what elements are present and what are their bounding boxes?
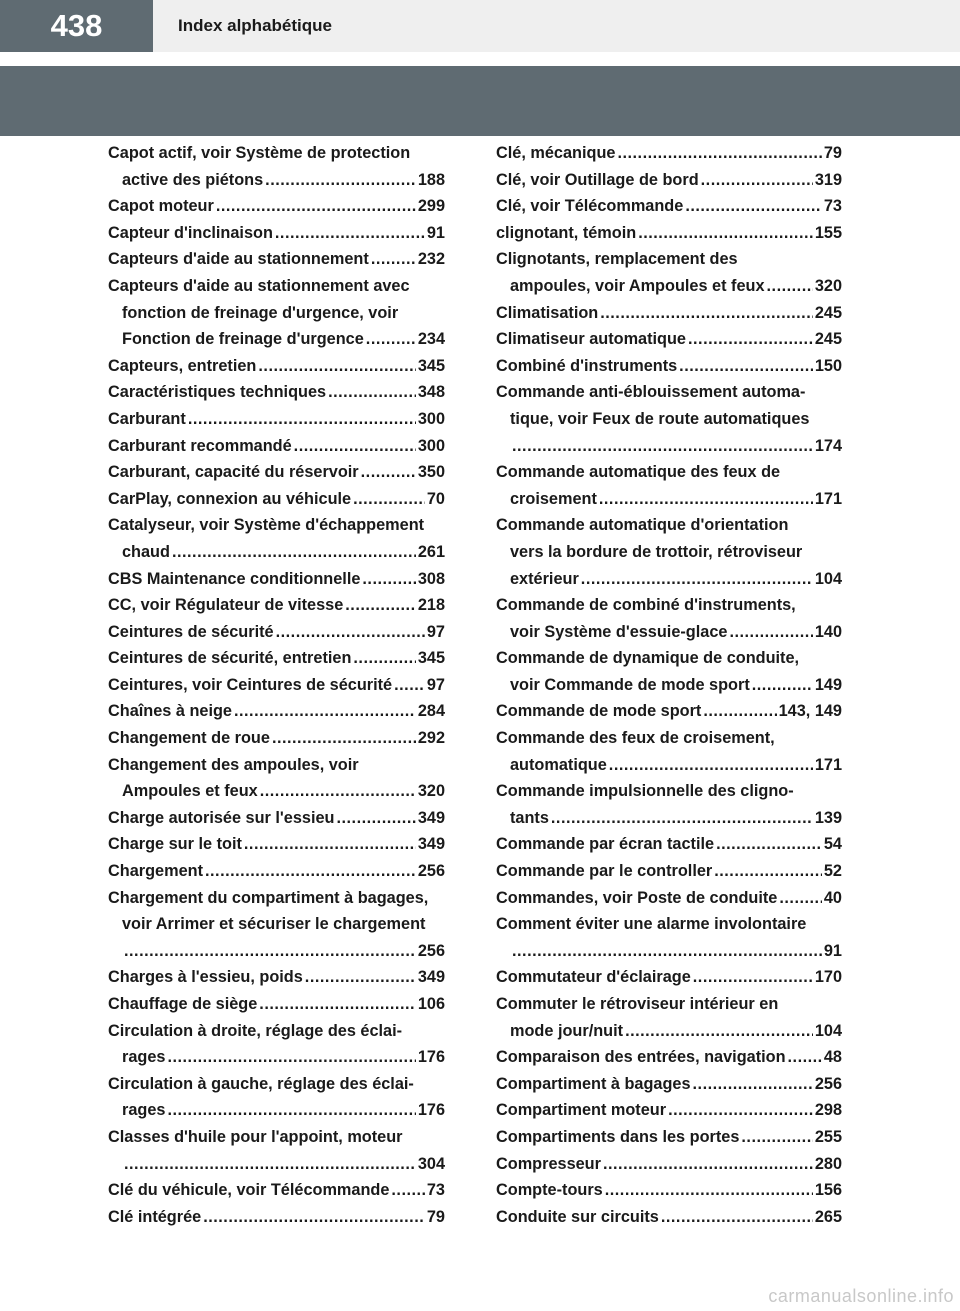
index-entry bbox=[108, 885, 445, 965]
index-entry bbox=[108, 379, 445, 406]
index-entry-text: Combiné d'instruments bbox=[496, 356, 678, 375]
index-entry bbox=[496, 831, 842, 858]
index-column-right bbox=[496, 140, 842, 1230]
index-entry-page: 320 bbox=[814, 276, 842, 295]
dot-leader bbox=[124, 1151, 416, 1178]
index-entry bbox=[496, 326, 842, 353]
index-entry-text: mode jour/nuit bbox=[510, 1021, 624, 1040]
index-entry-page: 91 bbox=[823, 941, 842, 960]
index-entry-text: Commuter le rétroviseur intérieur en bbox=[496, 995, 779, 1013]
index-entry-text: Commande des feux de croisement, bbox=[496, 729, 775, 748]
index-entry-page: 104 bbox=[814, 569, 842, 588]
index-entry-text: voir Système d'essuie-glace bbox=[510, 622, 728, 641]
index-entry bbox=[496, 991, 842, 1044]
index-entry bbox=[108, 486, 445, 513]
index-entry-page: 70 bbox=[426, 489, 445, 508]
index-entry-page: 284 bbox=[417, 702, 445, 721]
dot-leader bbox=[353, 486, 425, 513]
index-entry-text: Clignotants, remplacement des bbox=[496, 250, 738, 269]
index-entry-text: Chaînes à neige bbox=[108, 702, 232, 721]
index-entry-text: voir Commande de mode sport bbox=[510, 675, 750, 694]
dot-leader bbox=[328, 379, 416, 406]
dot-leader bbox=[272, 725, 416, 752]
index-entry-text: tique, voir Feux de route automatiques bbox=[510, 409, 810, 428]
dot-leader bbox=[124, 938, 416, 965]
index-entry bbox=[496, 193, 842, 220]
index-entry-page: 304 bbox=[417, 1154, 445, 1173]
index-entry-page: 350 bbox=[417, 463, 445, 482]
index-entry bbox=[108, 1018, 445, 1071]
index-entry bbox=[108, 1204, 445, 1231]
index-entry-text: ampoules, voir Ampoules et feux bbox=[510, 276, 765, 295]
index-entry bbox=[108, 831, 445, 858]
dot-leader bbox=[661, 1204, 813, 1231]
index-entry-text: voir Arrimer et sécuriser le chargement bbox=[122, 915, 426, 934]
index-entry-page: 349 bbox=[417, 968, 445, 987]
index-entry-text: chaud bbox=[122, 542, 170, 561]
index-entry-page: 349 bbox=[417, 808, 445, 827]
dot-leader bbox=[701, 167, 813, 194]
page-number: 438 bbox=[0, 0, 153, 52]
index-entry bbox=[496, 592, 842, 645]
index-entry-text: Capot moteur bbox=[108, 197, 214, 216]
index-entry bbox=[496, 459, 842, 512]
index-entry-page: 245 bbox=[814, 303, 842, 322]
index-entry bbox=[108, 512, 445, 565]
index-entry-text: Catalyseur, voir Système d'échappement bbox=[108, 516, 425, 535]
dot-leader bbox=[512, 938, 822, 965]
index-entry-page: 40 bbox=[823, 888, 842, 907]
index-entry bbox=[496, 379, 842, 459]
index-entry-text: Compartiments dans les portes bbox=[496, 1127, 740, 1146]
index-entry bbox=[108, 1124, 445, 1177]
index-entry-text: rages bbox=[122, 1101, 166, 1120]
index-entry-text: Clé du véhicule, voir Télécommande bbox=[108, 1181, 390, 1200]
index-entry-text: rages bbox=[122, 1048, 166, 1067]
index-entry bbox=[496, 1044, 842, 1071]
index-entry-page: 218 bbox=[417, 596, 445, 615]
index-entry-text: Commande par écran tactile bbox=[496, 835, 715, 854]
dot-leader bbox=[172, 539, 416, 566]
index-entry-text: Commande de combiné d'instruments, bbox=[496, 596, 796, 615]
index-entry-text: Compartiment moteur bbox=[496, 1101, 667, 1120]
index-entry bbox=[496, 964, 842, 991]
dot-leader bbox=[305, 964, 416, 991]
index-entry bbox=[108, 752, 445, 805]
index-entry-page: 320 bbox=[417, 782, 445, 801]
dot-leader bbox=[353, 645, 415, 672]
index-entry-text: Circulation à droite, réglage des éclai- bbox=[108, 1021, 403, 1040]
dot-leader bbox=[638, 220, 813, 247]
index-entry bbox=[108, 433, 445, 460]
index-entry bbox=[496, 220, 842, 247]
index-column-left bbox=[108, 140, 445, 1230]
dot-leader bbox=[265, 167, 416, 194]
dot-leader bbox=[336, 805, 415, 832]
index-entry bbox=[496, 858, 842, 885]
index-entry bbox=[108, 193, 445, 220]
index-entry-text: Caractéristiques techniques bbox=[108, 383, 327, 402]
index-entry bbox=[108, 459, 445, 486]
index-entry bbox=[496, 1124, 842, 1151]
index-entry bbox=[496, 698, 842, 725]
index-entry-text: automatique bbox=[510, 755, 607, 774]
index-entry bbox=[496, 778, 842, 831]
index-entry-page: 280 bbox=[814, 1154, 842, 1173]
index-entry-page: 299 bbox=[417, 197, 445, 216]
index-entry-text: Charge sur le toit bbox=[108, 835, 242, 854]
dot-leader bbox=[609, 752, 813, 779]
index-entry bbox=[496, 246, 842, 299]
index-entry-page: 79 bbox=[823, 144, 842, 162]
index-entry-text: Chargement bbox=[108, 862, 203, 881]
index-entry-page: 150 bbox=[814, 356, 842, 375]
index-entry-page: 52 bbox=[823, 862, 842, 881]
dot-leader bbox=[716, 831, 822, 858]
index-entry-text: Clé intégrée bbox=[108, 1207, 202, 1226]
index-entry-text: Clé, voir Outillage de bord bbox=[496, 170, 699, 189]
index-entry-page: 97 bbox=[426, 675, 445, 694]
index-entry-text: Compartiment à bagages bbox=[496, 1074, 691, 1093]
index-entry-page: 256 bbox=[417, 941, 445, 960]
index-entry-page: 188 bbox=[417, 170, 445, 189]
index-entry-page: 319 bbox=[814, 170, 842, 189]
index-entry bbox=[108, 273, 445, 353]
index-entry-page: 345 bbox=[417, 356, 445, 375]
index-entry-text: Capot actif, voir Système de protection bbox=[108, 144, 411, 162]
dot-leader bbox=[260, 778, 416, 805]
index-entry-page: 345 bbox=[417, 649, 445, 668]
index-entry bbox=[496, 300, 842, 327]
index-entry-text: Charge autorisée sur l'essieu bbox=[108, 808, 335, 827]
index-entry-text: Commande de dynamique de conduite, bbox=[496, 649, 800, 668]
index-entry-page: 292 bbox=[417, 729, 445, 748]
dot-leader bbox=[345, 592, 416, 619]
index-entry-text: Circulation à gauche, réglage des éclai- bbox=[108, 1074, 414, 1093]
index-entry bbox=[496, 1151, 842, 1178]
index-entry bbox=[496, 1097, 842, 1124]
index-entry-text: Chauffage de siège bbox=[108, 995, 258, 1013]
dot-leader bbox=[779, 885, 822, 912]
index-entry-text: Commande de mode sport bbox=[496, 702, 702, 721]
index-entry bbox=[108, 406, 445, 433]
index-entry bbox=[108, 353, 445, 380]
index-entry bbox=[108, 619, 445, 646]
dot-leader bbox=[188, 406, 416, 433]
index-entry-text: Commande automatique d'orientation bbox=[496, 516, 789, 535]
index-entry-page: 171 bbox=[814, 755, 842, 774]
dot-leader bbox=[714, 858, 822, 885]
dot-leader bbox=[788, 1044, 822, 1071]
index-entry bbox=[496, 1071, 842, 1098]
dot-leader bbox=[371, 246, 416, 273]
index-entry-text: Fonction de freinage d'urgence bbox=[122, 330, 364, 349]
dot-leader bbox=[693, 964, 813, 991]
index-entry-text: clignotant, témoin bbox=[496, 223, 637, 242]
index-entry-text: Clé, voir Télécommande bbox=[496, 197, 684, 216]
dot-leader bbox=[361, 459, 416, 486]
page-header bbox=[0, 0, 960, 52]
index-entry-page: 255 bbox=[814, 1127, 842, 1146]
index-entry-text: CC, voir Régulateur de vitesse bbox=[108, 596, 344, 615]
dot-leader bbox=[234, 698, 416, 725]
index-entry bbox=[496, 140, 842, 167]
index-entry bbox=[108, 140, 445, 193]
dot-leader bbox=[167, 1097, 415, 1124]
index-entry-text: Capteurs d'aide au stationnement avec bbox=[108, 276, 410, 295]
index-entry bbox=[108, 858, 445, 885]
index-entry bbox=[108, 246, 445, 273]
index-entry bbox=[108, 1177, 445, 1204]
index-entry-page: 79 bbox=[426, 1207, 445, 1226]
dot-leader bbox=[599, 486, 813, 513]
dot-leader bbox=[581, 566, 813, 593]
dot-leader bbox=[752, 672, 813, 699]
index-entry-text: Commande par le controller bbox=[496, 862, 713, 881]
dot-leader bbox=[258, 353, 415, 380]
index-entry-text: Commande impulsionnelle des cligno- bbox=[496, 782, 794, 801]
index-entry-page: 261 bbox=[417, 542, 445, 561]
index-entry bbox=[108, 566, 445, 593]
dot-leader bbox=[203, 1204, 425, 1231]
index-entry-page: 73 bbox=[823, 197, 842, 216]
index-entry bbox=[496, 885, 842, 912]
index-entry-text: active des piétons bbox=[122, 170, 264, 189]
index-entry-page: 149 bbox=[814, 675, 842, 694]
dot-leader bbox=[259, 991, 416, 1018]
index-entry-text: CBS Maintenance conditionnelle bbox=[108, 569, 361, 588]
section-title: Index alphabétique bbox=[178, 16, 332, 35]
index-entry-page: 300 bbox=[417, 436, 445, 455]
index-entry-page: 156 bbox=[814, 1181, 842, 1200]
index-entry-page: 245 bbox=[814, 330, 842, 349]
index-entry-text: Ceintures de sécurité bbox=[108, 622, 274, 641]
index-entry-page: 140 bbox=[814, 622, 842, 641]
index-entry-text: Ceintures de sécurité, entretien bbox=[108, 649, 352, 668]
index-entry bbox=[496, 1204, 842, 1231]
index-entry-text: fonction de freinage d'urgence, voir bbox=[122, 303, 399, 322]
index-entry-page: 349 bbox=[417, 835, 445, 854]
index-entry-text: Comment éviter une alarme involontaire bbox=[496, 915, 807, 934]
index-entry bbox=[496, 1177, 842, 1204]
index-entry-text: Carburant bbox=[108, 409, 186, 428]
dot-leader bbox=[605, 1177, 813, 1204]
index-entry-text: Changement des ampoules, voir bbox=[108, 755, 359, 774]
index-entry-text: Capteurs, entretien bbox=[108, 356, 257, 375]
index-entry bbox=[496, 725, 842, 778]
index-entry-page: 104 bbox=[814, 1021, 842, 1040]
index-entry-text: CarPlay, connexion au véhicule bbox=[108, 489, 352, 508]
index-entry-page: 256 bbox=[814, 1074, 842, 1093]
index-entry-text: Ampoules et feux bbox=[122, 782, 258, 801]
dot-leader bbox=[205, 858, 416, 885]
index-entry bbox=[496, 167, 842, 194]
index-entry-text: Capteur d'inclinaison bbox=[108, 223, 273, 242]
index-entry-text: vers la bordure de trottoir, rétroviseur bbox=[510, 542, 803, 561]
index-entry-page: 308 bbox=[417, 569, 445, 588]
index-entry-text: Ceintures, voir Ceintures de sécurité bbox=[108, 675, 393, 694]
index-entry-page: 97 bbox=[426, 622, 445, 641]
index-entry-page: 174 bbox=[814, 436, 842, 455]
header-band bbox=[0, 66, 960, 136]
index-entry-page: 300 bbox=[417, 409, 445, 428]
dot-leader bbox=[729, 619, 812, 646]
dot-leader bbox=[362, 566, 415, 593]
dot-leader bbox=[275, 220, 425, 247]
index-entry-text: Commande automatique des feux de bbox=[496, 463, 781, 482]
index-entry-page: 176 bbox=[417, 1048, 445, 1067]
dot-leader bbox=[600, 300, 813, 327]
index-entry-text: Comparaison des entrées, navigation bbox=[496, 1048, 786, 1067]
index-entry bbox=[108, 645, 445, 672]
index-entry bbox=[108, 698, 445, 725]
index-entry-page: 176 bbox=[417, 1101, 445, 1120]
watermark: carmanualsonline.info bbox=[768, 1286, 954, 1306]
index-entry-page: 265 bbox=[814, 1207, 842, 1226]
index-entry bbox=[108, 592, 445, 619]
dot-leader bbox=[603, 1151, 813, 1178]
dot-leader bbox=[693, 1071, 813, 1098]
index-entry-page: 73 bbox=[426, 1181, 445, 1200]
dot-leader bbox=[668, 1097, 813, 1124]
index-entry-page: 234 bbox=[417, 330, 445, 349]
index-entry-page: 139 bbox=[814, 808, 842, 827]
index-entry-text: Charges à l'essieu, poids bbox=[108, 968, 303, 987]
dot-leader bbox=[276, 619, 425, 646]
index-entry bbox=[496, 911, 842, 964]
index-entry bbox=[108, 805, 445, 832]
dot-leader bbox=[512, 433, 813, 460]
index-entry-page: 170 bbox=[814, 968, 842, 987]
dot-leader bbox=[167, 1044, 415, 1071]
index-entry-page: 232 bbox=[417, 250, 445, 269]
index-entry-page: 155 bbox=[814, 223, 842, 242]
index-entry-page: 106 bbox=[417, 995, 445, 1013]
index-entry-page: 256 bbox=[417, 862, 445, 881]
dot-leader bbox=[366, 326, 416, 353]
dot-leader bbox=[394, 672, 425, 699]
index-entry bbox=[108, 991, 445, 1018]
index-entry-page: 143, 149 bbox=[778, 702, 842, 721]
index-entry-text: Carburant recommandé bbox=[108, 436, 292, 455]
index-entry-text: Carburant, capacité du réservoir bbox=[108, 463, 359, 482]
index-entry-page: 171 bbox=[814, 489, 842, 508]
index-entry-text: Clé, mécanique bbox=[496, 144, 616, 162]
index-entry-text: extérieur bbox=[510, 569, 579, 588]
index-entry-text: Commandes, voir Poste de conduite bbox=[496, 888, 778, 907]
index-entry-page: 348 bbox=[417, 383, 445, 402]
dot-leader bbox=[216, 193, 416, 220]
dot-leader bbox=[767, 273, 813, 300]
dot-leader bbox=[685, 193, 822, 220]
index-entry-text: Climatisation bbox=[496, 303, 599, 322]
index-entry-text: Conduite sur circuits bbox=[496, 1207, 659, 1226]
dot-leader bbox=[679, 353, 813, 380]
index-entry bbox=[108, 1071, 445, 1124]
index-entry-page: 48 bbox=[823, 1048, 842, 1067]
index-entry bbox=[496, 353, 842, 380]
dot-leader bbox=[551, 805, 813, 832]
dot-leader bbox=[391, 1177, 424, 1204]
index-entry bbox=[108, 220, 445, 247]
index-entry-page: 298 bbox=[814, 1101, 842, 1120]
index-entry bbox=[108, 672, 445, 699]
index-entry-text: tants bbox=[510, 808, 549, 827]
index-entry-text: Commande anti-éblouissement automa- bbox=[496, 383, 806, 402]
dot-leader bbox=[294, 433, 416, 460]
index-entry bbox=[108, 725, 445, 752]
index-entry-text: Commutateur d'éclairage bbox=[496, 968, 691, 987]
dot-leader bbox=[688, 326, 813, 353]
index-entry-page: 91 bbox=[426, 223, 445, 242]
dot-leader bbox=[244, 831, 416, 858]
index-entry-page: 54 bbox=[823, 835, 842, 854]
index-entry bbox=[108, 964, 445, 991]
index-entry-text: Changement de roue bbox=[108, 729, 270, 748]
dot-leader bbox=[625, 1018, 813, 1045]
dot-leader bbox=[741, 1124, 812, 1151]
dot-leader bbox=[703, 698, 776, 725]
dot-leader bbox=[617, 140, 821, 167]
index-entry bbox=[496, 512, 842, 592]
index-entry-text: Climatiseur automatique bbox=[496, 330, 686, 349]
index-entry-text: Classes d'huile pour l'appoint, moteur bbox=[108, 1127, 403, 1146]
index-entry bbox=[496, 645, 842, 698]
index-entry-text: Compte-tours bbox=[496, 1181, 603, 1200]
index-entry-text: Chargement du compartiment à bagages, bbox=[108, 888, 429, 907]
index-entry-text: croisement bbox=[510, 489, 597, 508]
index-entry-text: Capteurs d'aide au stationnement bbox=[108, 250, 369, 269]
index-entry-text: Compresseur bbox=[496, 1154, 601, 1173]
